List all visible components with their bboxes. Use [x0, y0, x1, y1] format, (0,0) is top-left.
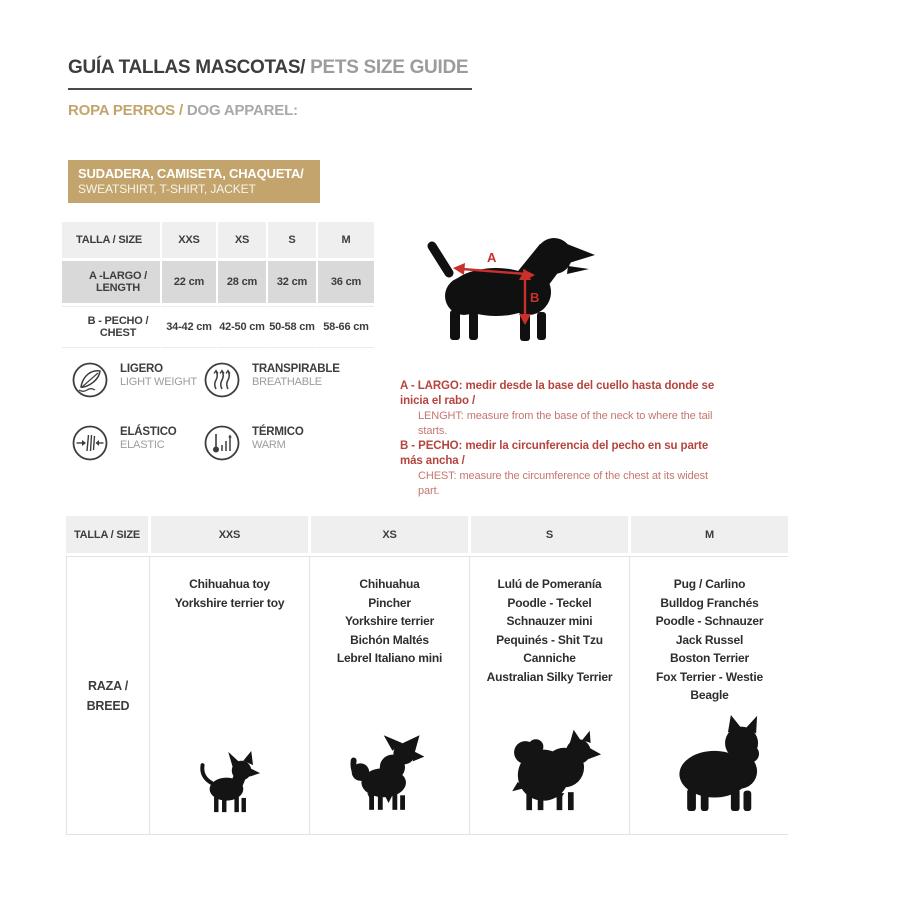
- feature-breathable: [202, 360, 412, 405]
- length-s: 32 cm: [266, 261, 316, 303]
- chest-s: 50-58 cm: [266, 306, 316, 348]
- breathable-icon: [202, 360, 242, 405]
- feature-title: TÉRMICO: [252, 426, 304, 438]
- feature-subtitle: LIGHT WEIGHT: [120, 376, 197, 388]
- breed-item: Bulldog Franchés: [660, 595, 759, 610]
- length-xs: 28 cm: [216, 261, 266, 303]
- feature-subtitle: WARM: [252, 439, 286, 451]
- arrow-a-label: A: [487, 250, 497, 265]
- breed-cell-m: [629, 557, 789, 834]
- chihuahua-silhouette: [194, 751, 266, 818]
- long-haired-chihuahua-silhouette: [344, 735, 436, 818]
- breed-item: Beagle: [690, 688, 729, 702]
- length-m: 36 cm: [316, 261, 374, 303]
- breed-list-s: [470, 557, 629, 686]
- breed-item: Chihuahua: [359, 577, 420, 591]
- thermometer-icon: [202, 423, 242, 468]
- breed-item: Jack Russel: [675, 632, 744, 647]
- section-subtitle: [68, 102, 298, 119]
- dog-measurement-diagram: [424, 218, 602, 351]
- feature-title: ELÁSTICO: [120, 426, 177, 438]
- measurement-instructions: [400, 379, 730, 499]
- breed-item: Yorkshire terrier toy: [174, 595, 285, 610]
- feature-elastic: [70, 423, 202, 468]
- breed-item: Pug / Carlino: [673, 577, 746, 591]
- breed-table-header: [66, 516, 788, 553]
- subtitle-english: DOG APPAREL:: [182, 102, 298, 119]
- breed-list-xs: [310, 557, 469, 668]
- breed-cell-xs: [309, 557, 469, 834]
- chest-row-label: B - PECHO / CHEST: [62, 306, 160, 348]
- feather-icon: [70, 360, 110, 405]
- size-table-header-label: TALLA / SIZE: [62, 222, 160, 258]
- garment-category-banner: [68, 160, 320, 203]
- length-xxs: 22 cm: [160, 261, 216, 303]
- feature-subtitle: BREATHABLE: [252, 376, 322, 388]
- breed-item: Pincher: [368, 595, 411, 610]
- breed-item: Lebrel Italiano mini: [336, 651, 443, 665]
- feature-subtitle: ELASTIC: [120, 439, 165, 451]
- page-title: [68, 57, 472, 90]
- breed-table-body: [66, 556, 788, 835]
- note-b-spanish: B - PECHO: medir la circunferencia del pecho en su parte más ancha /: [400, 440, 709, 467]
- chest-xxs: 34-42 cm: [160, 306, 216, 348]
- breed-row-label: [67, 557, 149, 834]
- breed-item: Australian Silky Terrier: [486, 669, 613, 684]
- chest-m: 58-66 cm: [316, 306, 374, 348]
- size-measurement-table: [62, 222, 374, 348]
- breed-row-label-english: BREED: [86, 698, 130, 713]
- breed-header-xxs: XXS: [148, 516, 308, 553]
- breed-list-m: [630, 557, 789, 705]
- breed-header-label: TALLA / SIZE: [66, 516, 148, 553]
- breed-header-m: M: [628, 516, 788, 553]
- breed-item: Canniche: [523, 651, 576, 665]
- arrow-b-label: B: [530, 290, 540, 305]
- breed-item: Fox Terrier - Westie: [656, 669, 763, 684]
- labrador-silhouette-with-arrows: [424, 218, 602, 346]
- category-spanish: SUDADERA, CAMISETA, CHAQUETA/: [78, 166, 304, 181]
- breed-cell-s: [469, 557, 629, 834]
- breed-item: Poodle - Schnauzer: [655, 614, 764, 628]
- feature-title: LIGERO: [120, 363, 163, 375]
- breed-item: Bichón Maltés: [350, 632, 429, 647]
- elastic-icon: [70, 423, 110, 468]
- note-b-english: CHEST: measure the circumference of the chest at its widest part.: [418, 470, 708, 497]
- pomeranian-silhouette: [498, 725, 602, 818]
- breed-item: Lulú de Pomeranía: [497, 577, 602, 591]
- chest-xs: 42-50 cm: [216, 306, 266, 348]
- breed-cell-xxs: [149, 557, 309, 834]
- breed-header-xs: XS: [308, 516, 468, 553]
- length-row-label: A -LARGO / LENGTH: [62, 261, 160, 303]
- size-table-header-s: S: [266, 222, 316, 258]
- note-a-spanish: A - LARGO: medir desde la base del cuello hasta donde se inicia el rabo /: [400, 380, 715, 407]
- breed-header-s: S: [468, 516, 628, 553]
- breed-item: Pequinés - Shit Tzu: [496, 632, 603, 647]
- breed-item: Schnauzer mini: [506, 614, 593, 628]
- size-table-header-xxs: XXS: [160, 222, 216, 258]
- breed-row-label-spanish: RAZA /: [87, 678, 128, 693]
- breed-item: Boston Terrier: [670, 651, 749, 665]
- breed-item: Poodle - Teckel: [507, 595, 592, 610]
- french-bulldog-silhouette: [654, 713, 766, 818]
- breed-item: Yorkshire terrier: [344, 614, 435, 628]
- breed-list-xxs: [150, 557, 309, 612]
- category-english: SWEATSHIRT, T-SHIRT, JACKET: [78, 182, 256, 196]
- feature-lightweight: [70, 360, 202, 405]
- breed-item: Chihuahua toy: [189, 577, 270, 591]
- page-title-spanish: GUÍA TALLAS MASCOTAS/: [68, 57, 306, 78]
- feature-thermal: [202, 423, 412, 468]
- subtitle-spanish: ROPA PERROS /: [68, 102, 183, 119]
- fabric-features: [70, 360, 412, 468]
- feature-title: TRANSPIRABLE: [252, 363, 340, 375]
- page-title-english: PETS SIZE GUIDE: [305, 57, 469, 78]
- size-table-header-xs: XS: [216, 222, 266, 258]
- size-table-header-m: M: [316, 222, 374, 258]
- breed-size-table: [66, 516, 788, 835]
- note-a-english: LENGHT: measure from the base of the neck to where the tail starts.: [418, 410, 713, 437]
